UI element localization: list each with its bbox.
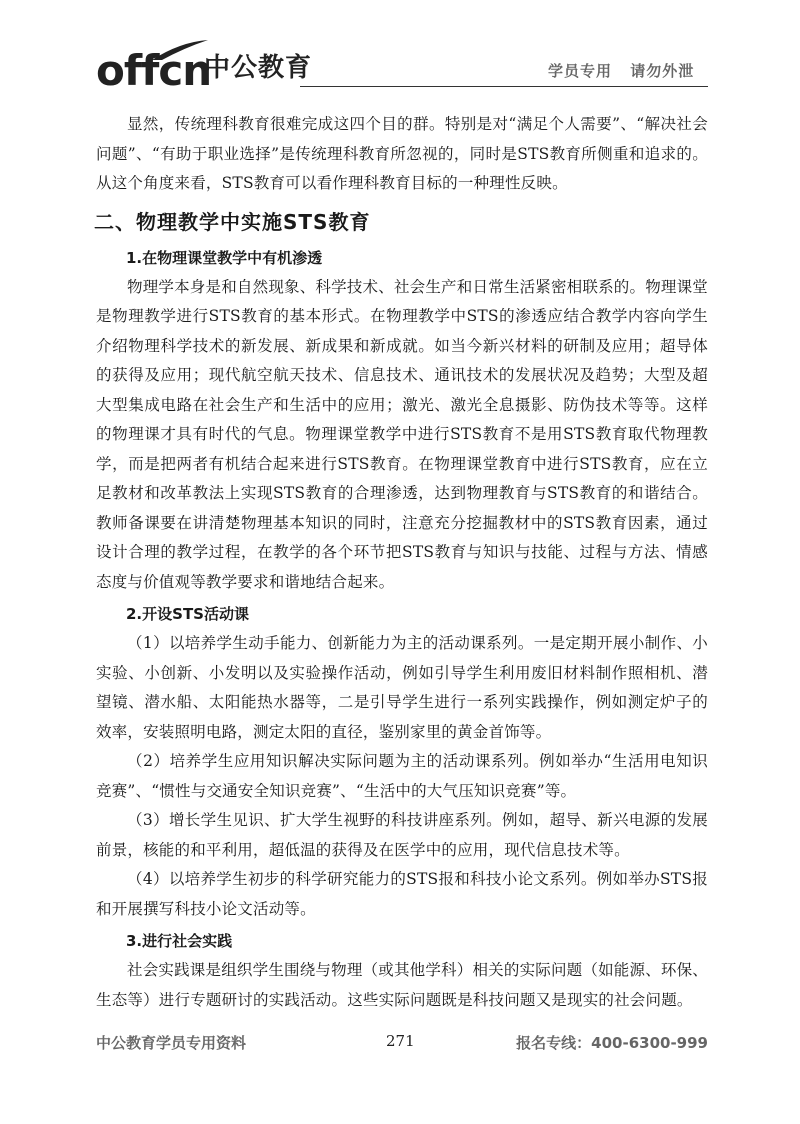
page-footer	[96, 1024, 708, 1064]
footer-hotline: 报名专线：400-6300-999	[516, 1034, 708, 1052]
logo-chinese-text: 中公教育	[204, 53, 313, 83]
subsection-3-paragraph: 社会实践课是组织学生围绕与物理（或其他学科）相关的实际问题（如能源、环保、生态等）进行专题研讨的实践活动。这些实际问题既是科技问题又是现实的社会问题。	[96, 961, 708, 1009]
subsection-2-paragraph-2: （2）培养学生应用知识解决实际问题为主的活动课系列。例如举办“生活用电知识竞赛”、“惯性与交通安全知识竞赛”、“生活中的大气压知识竞赛”等。	[96, 752, 708, 800]
section-title: 二、物理教学中实施STS教育	[94, 209, 371, 234]
page-number: 271	[386, 1032, 415, 1050]
header-tag-students-only: 学员专用	[548, 62, 613, 80]
subsection-1-paragraph: 物理学本身是和自然现象、科学技术、社会生产和日常生活紧密相联系的。物理课堂是物理教学进行STS教育的基本形式。在物理教学中STS的渗透应结合教学内容向学生介绍物理科学技术的新发展、新成果和新成就。如当今新兴材料的研制及应用；超导体的获得及应用；现代航空航天技术、信息技术、通讯技术的发展状况及趋势；大型及超大型集成电路在社会生产和生活中的应用；激光、激光全息摄影、防伪技术等等。这样的物理课才具有时代的气息。物理课堂教学中进行STS教育不是用STS教育取代物理教学，而是把两者有机结合起来进行STS教育。在物理课堂教育中进行STS教育，应在立足教材和改革教法上实现STS教育的合理渗透，达到物理教育与STS教育的和谐结合。教师备课要在讲清楚物理基本知识的同时，注意充分挖掘教材中的STS教育因素，通过设计合理的教学过程，在教学的各个环节把STS教育与知识与技能、过程与方法、情感态度与价值观等教学要求和谐地结合起来。	[96, 277, 708, 591]
logo-latin-text: offcn	[96, 46, 212, 95]
subsection-title-3: 3.进行社会实践	[126, 932, 233, 950]
subsection-title-1: 1.在物理课堂教学中有机渗透	[126, 248, 323, 267]
subsection-title-2: 2.开设STS活动课	[126, 605, 249, 623]
header-tags	[548, 60, 694, 81]
header-rule	[300, 86, 708, 87]
footer-material-label: 中公教育学员专用资料	[96, 1034, 247, 1052]
intro-paragraph: 显然，传统理科教育很难完成这四个目的群。特别是对“满足个人需要”、“解决社会问题”、“有助于职业选择”是传统理科教育所忽视的，同时是STS教育所侧重和追求的。从这个角度来看，STS教育可以看作理科教育目标的一种理性反映。	[96, 115, 708, 192]
subsection-2-paragraph-4: （4）以培养学生初步的科学研究能力的STS报和科技小论文系列。例如举办STS报和开展撰写科技小论文活动等。	[96, 870, 708, 918]
page-content	[96, 110, 708, 1015]
header-tag-no-distribution: 请勿外泄	[630, 62, 695, 80]
subsection-2-paragraph-1: （1）以培养学生动手能力、创新能力为主的活动课系列。一是定期开展小制作、小实验、小创新、小发明以及实验操作活动，例如引导学生利用废旧材料制作照相机、潜望镜、潜水船、太阳能热水器等，二是引导学生进行一系列实践操作，例如测定炉子的效率，安装照明电路，测定太阳的直径，鉴别家里的黄金首饰等。	[96, 634, 708, 741]
page-header	[0, 0, 800, 100]
subsection-2-paragraph-3: （3）增长学生见识、扩大学生视野的科技讲座系列。例如，超导、新兴电源的发展前景，核能的和平利用，超低温的获得及在医学中的应用，现代信息技术等。	[96, 811, 708, 859]
offcn-logo	[96, 40, 396, 96]
